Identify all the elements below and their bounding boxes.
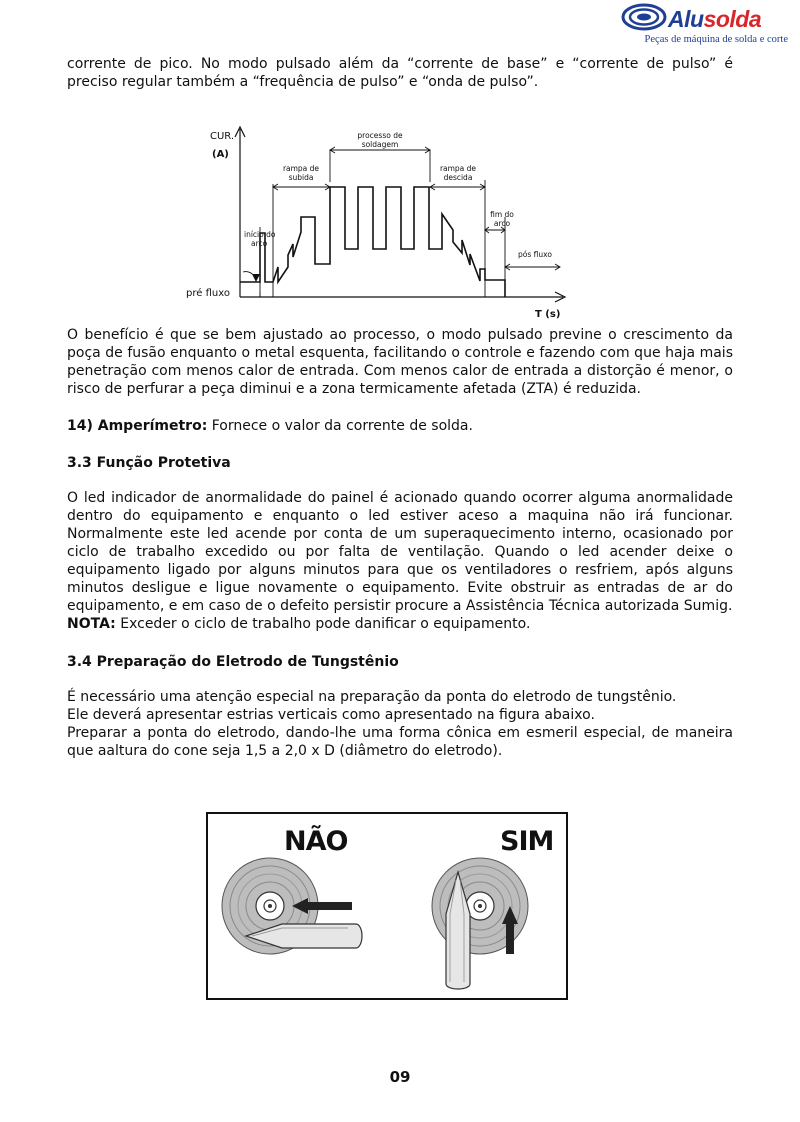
note-text: Exceder o ciclo de trabalho pode danificar o equipamento. xyxy=(115,616,531,632)
page-number: 09 xyxy=(389,1068,411,1086)
benefit-paragraph: O benefício é que se bem ajustado ao processo, o modo pulsado previne o crescimento da poça de fusão enquanto o metal esquenta, facilitando o controle e fazendo com que haja mais penetração com menos calor de entrada. Com menos calor de entrada a distorção é menor, o risco de perfurar a peça diminui e a zona termicamente afetada (ZTA) é reduzida. xyxy=(67,327,733,397)
arrow-post-flow xyxy=(505,264,560,270)
brand-name-part2: solda xyxy=(703,6,762,32)
note-label: NOTA: xyxy=(67,616,116,632)
note xyxy=(67,615,733,633)
label-ramp-down-1: rampa de xyxy=(439,164,477,173)
ammeter-label: 14) Amperímetro: xyxy=(67,418,208,434)
label-wrong: NÃO xyxy=(284,826,348,857)
arrow-ramp-up xyxy=(273,184,330,190)
label-right: SIM xyxy=(500,826,554,857)
brand-logo xyxy=(620,2,790,50)
brand-name xyxy=(668,6,761,33)
brand-name-part1: Alu xyxy=(668,6,704,32)
section-3-4-line1: É necessário uma atenção especial na preparação da ponta do eletrodo de tungstênio. xyxy=(67,689,677,705)
label-arc-start-1: início do xyxy=(244,230,276,239)
section-3-4-line2: Ele deverá apresentar estrias verticais como apresentado na figura abaixo. xyxy=(67,707,595,723)
label-ramp-up-1: rampa de xyxy=(282,164,320,173)
axis-x-label: T (s) xyxy=(535,309,561,320)
pulse-current-diagram xyxy=(180,122,580,327)
current-waveform xyxy=(240,187,505,297)
electrode-grinding-figure xyxy=(206,812,568,1000)
axis-y-label: CUR. xyxy=(210,131,235,142)
label-arc-end-1: fim do xyxy=(490,210,514,219)
label-process-2: soldagem xyxy=(361,140,399,149)
intro-paragraph: corrente de pico. No modo pulsado além da “corrente de base” e “corrente de pulso” é preciso regular também a “frequência de pulso” e “onda de pulso”. xyxy=(67,56,733,90)
ammeter-item xyxy=(67,417,733,435)
label-ramp-up-2: subida xyxy=(288,173,314,182)
label-post-flow: pós fluxo xyxy=(518,250,552,259)
brand-tagline: Peças de máquina de solda e corte xyxy=(644,34,788,45)
ammeter-text: Fornece o valor da corrente de solda. xyxy=(207,418,473,434)
label-arc-start-2: arco xyxy=(251,239,268,248)
pre-flow-arrowhead xyxy=(252,274,260,282)
section-3-4-title: 3.4 Preparação do Eletrodo de Tungstênio xyxy=(67,654,399,670)
section-3-3-title: 3.3 Função Protetiva xyxy=(67,455,231,471)
label-ramp-down-2: descida xyxy=(443,173,473,182)
label-arc-end-2: arco xyxy=(493,219,511,228)
label-pre-flow: pré fluxo xyxy=(186,288,230,299)
label-process-1: processo de xyxy=(357,131,403,140)
section-3-3-body: O led indicador de anormalidade do painel é acionado quando ocorrer alguma anormalidade dentro do equipamento e enquanto o led estiver aceso a maquina não irá funcionar. Normalmente este led acende por conta de um superaquecimento interno, ocasionado por ciclo de trabalho excedido ou por falta de ventilação. Quando o led acender deixe o equipamento ligado por alguns minutos para que os ventiladores o resfriem, após alguns minutos desligue e ligue novamente o equipamento. Evite obstruir as entradas de ar do equipamento, e em caso de o defeito persistir procure a Assistência Técnica autorizada Sumig. xyxy=(67,490,733,614)
section-3-4-line3: Preparar a ponta do eletrodo, dando-lhe uma forma cônica em esmeril especial, de maneira que aaltura do cone seja 1,5 a 2,0 x D (diâmetro do eletrodo). xyxy=(67,725,733,759)
axis-y-unit: (A) xyxy=(212,149,229,160)
arrow-ramp-down xyxy=(430,184,485,190)
